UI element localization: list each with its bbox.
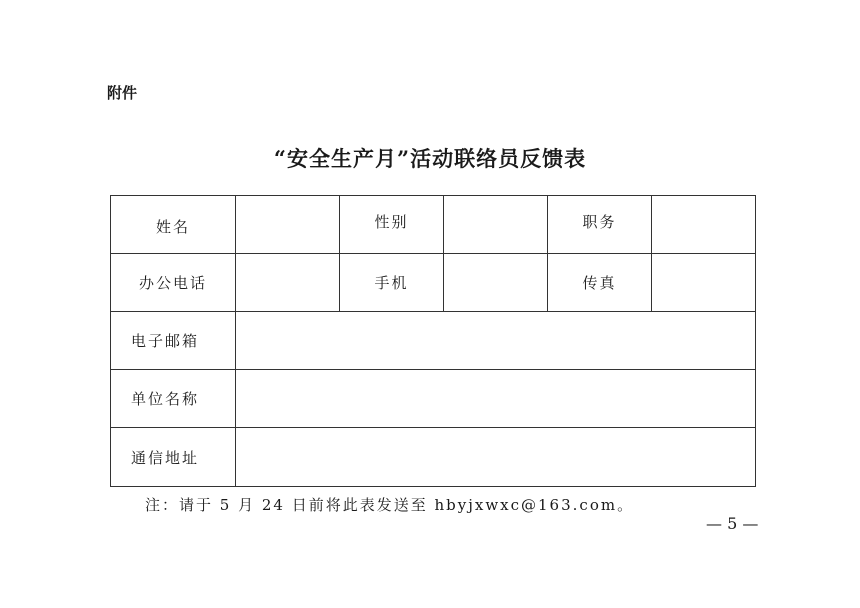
page-number: — 5 — xyxy=(706,514,759,533)
document-title: “安全生产月”活动联络员反馈表 xyxy=(273,146,587,171)
office-phone-label: 办公电话 xyxy=(111,254,236,312)
name-field[interactable] xyxy=(236,196,340,254)
email-label: 电子邮箱 xyxy=(111,312,236,370)
position-label: 职务 xyxy=(548,196,652,254)
office-phone-field[interactable] xyxy=(236,254,340,312)
organization-label: 单位名称 xyxy=(111,370,236,428)
submission-note: 注：请于 5 月 24 日前将此表发送至 hbyjxwxc@163.com。 xyxy=(145,496,635,514)
table-row xyxy=(111,370,756,428)
mobile-field[interactable] xyxy=(444,254,548,312)
table-row xyxy=(111,196,756,254)
feedback-form-table xyxy=(110,195,756,487)
table-row xyxy=(111,428,756,487)
fax-label: 传真 xyxy=(548,254,652,312)
gender-field[interactable] xyxy=(444,196,548,254)
table-row xyxy=(111,254,756,312)
organization-field[interactable] xyxy=(236,370,756,428)
mobile-label: 手机 xyxy=(340,254,444,312)
address-label: 通信地址 xyxy=(111,428,236,487)
gender-label: 性别 xyxy=(340,196,444,254)
position-field[interactable] xyxy=(652,196,756,254)
fax-field[interactable] xyxy=(652,254,756,312)
address-field[interactable] xyxy=(236,428,756,487)
email-field[interactable] xyxy=(236,312,756,370)
table-row xyxy=(111,312,756,370)
name-label: 姓名 xyxy=(111,196,236,254)
attachment-label: 附件 xyxy=(107,84,138,102)
